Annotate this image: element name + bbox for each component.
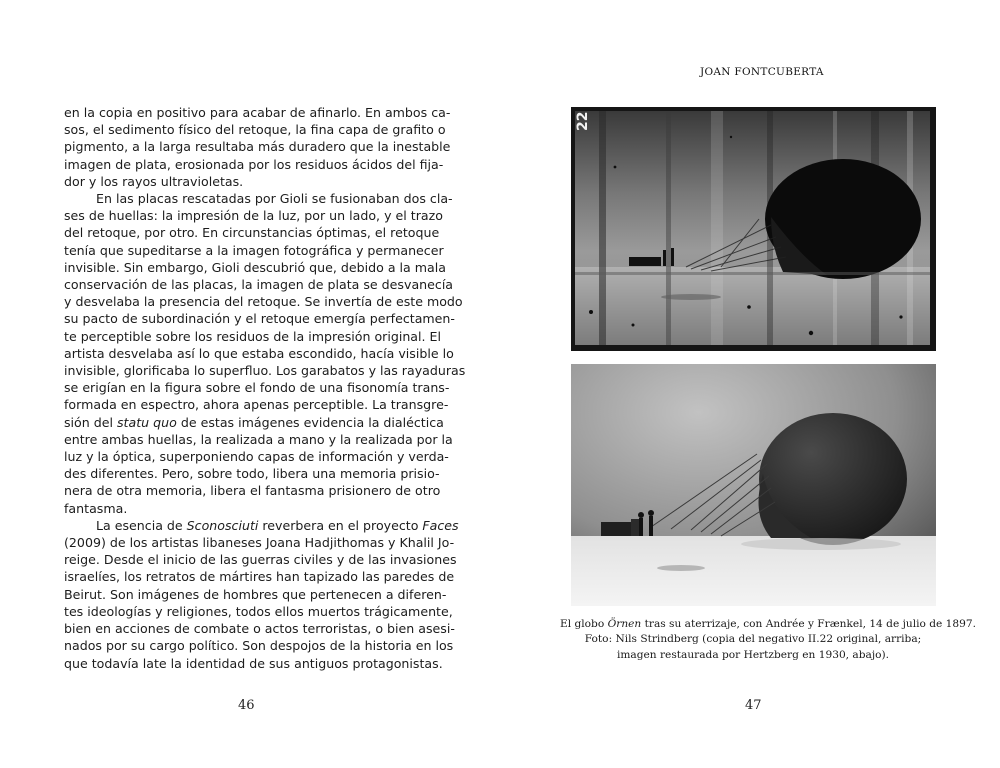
text-line: La esencia de Sconosciuti reverbera en el proyecto Faces [96, 517, 459, 533]
text-line: tes ideologías y religiones, todos ellos muertos trágicamente, [64, 603, 453, 619]
text-line: nados por su cargo político. Son despojos de la historia en los [64, 638, 454, 654]
text-line: tenía que supeditarse a la imagen fotográfica y permanecer [64, 242, 444, 258]
text-line: En las placas rescatadas por Gioli se fusionaban dos cla- [96, 191, 453, 207]
text-line: invisible, glorificaba lo superfluo. Los garabatos y las rayaduras [64, 363, 466, 379]
caption-line-3: imagen restaurada por Hertzberg en 1930, abajo). [617, 648, 889, 661]
text-line: su pacto de subordinación y el retoque emergía perfectamen- [64, 311, 455, 327]
figure-caption [560, 617, 976, 663]
text-line: invisible. Sin embargo, Gioli descubrió que, debido a la mala [64, 259, 446, 275]
text-line: dor y los rayos ultravioletas. [64, 173, 244, 189]
italic-term: statu quo [117, 414, 177, 430]
page-number-right: 47 [745, 698, 762, 713]
text-line: fantasma. [64, 500, 128, 516]
plate-number-mark: 22 [575, 111, 591, 131]
running-head: JOAN FONTCUBERTA [700, 66, 824, 78]
caption-line-1: El globo Örnen tras su aterrizaje, con Andrée y Frænkel, 14 de julio de 1897. [560, 618, 976, 630]
body-text [64, 104, 466, 672]
text-line: pigmento, a la larga resultaba más duradero que la inestable [64, 139, 451, 155]
text-line: luz y la óptica, superponiendo capas de información y verda- [64, 449, 449, 465]
text-line: que todavía late la identidad de sus antiguos protagonistas. [64, 655, 443, 671]
text-line: reige. Desde el inicio de las guerras civiles y de las invasiones [64, 552, 457, 568]
balloon-name: Örnen [607, 618, 642, 630]
text-line: des diferentes. Pero, sobre todo, libera una memoria prisio- [64, 466, 440, 482]
text-line: se erigían en la figura sobre el fondo de una fisonomía trans- [64, 380, 450, 396]
caption-line-2: Foto: Nils Strindberg (copia del negativo II.22 original, arriba; [584, 633, 922, 646]
page-number-left: 46 [238, 698, 255, 713]
text-line: israelíes, los retratos de mártires han tapizado las paredes de [64, 569, 455, 585]
text-line: del retoque, por otro. En circunstancias óptimas, el retoque [64, 225, 440, 241]
text-line: nera de otra memoria, libera el fantasma prisionero de otro [64, 483, 441, 499]
text-line: y desvelaba la presencia del retoque. Se invertía de este modo [64, 294, 463, 310]
text-line: sión del statu quo de estas imágenes evidencia la dialéctica [64, 414, 444, 430]
photo-restored [571, 364, 936, 606]
text-line: Beirut. Son imágenes de hombres que pertenecen a diferen- [64, 586, 447, 602]
text-line: (2009) de los artistas libaneses Joana Hadjithomas y Khalil Jo- [64, 535, 455, 551]
italic-term: Faces [422, 517, 459, 533]
italic-term: Sconosciuti [186, 517, 259, 533]
text-line: sos, el sedimento físico del retoque, la fina capa de grafito o [64, 122, 446, 138]
text-line: formada en espectro, ahora apenas perceptible. La transgre- [64, 397, 449, 413]
text-line: ses de huellas: la impresión de la luz, por un lado, y el trazo [64, 208, 443, 224]
text-line: en la copia en positivo para acabar de afinarlo. En ambos ca- [64, 105, 451, 120]
text-line: te perceptible sobre los residuos de la impresión original. El [64, 328, 441, 344]
text-line: bien en acciones de combate o actos terroristas, o bien asesi- [64, 621, 455, 637]
text-line: entre ambas huellas, la realizada a mano y la realizada por la [64, 431, 453, 447]
text-line: imagen de plata, erosionada por los residuos ácidos del fija- [64, 156, 444, 172]
text-line: artista desvelaba así lo que estaba escondido, hacía visible lo [64, 345, 454, 361]
text-line: conservación de las placas, la imagen de plata se desvanecía [64, 277, 454, 293]
photo-original-negative [571, 107, 936, 351]
